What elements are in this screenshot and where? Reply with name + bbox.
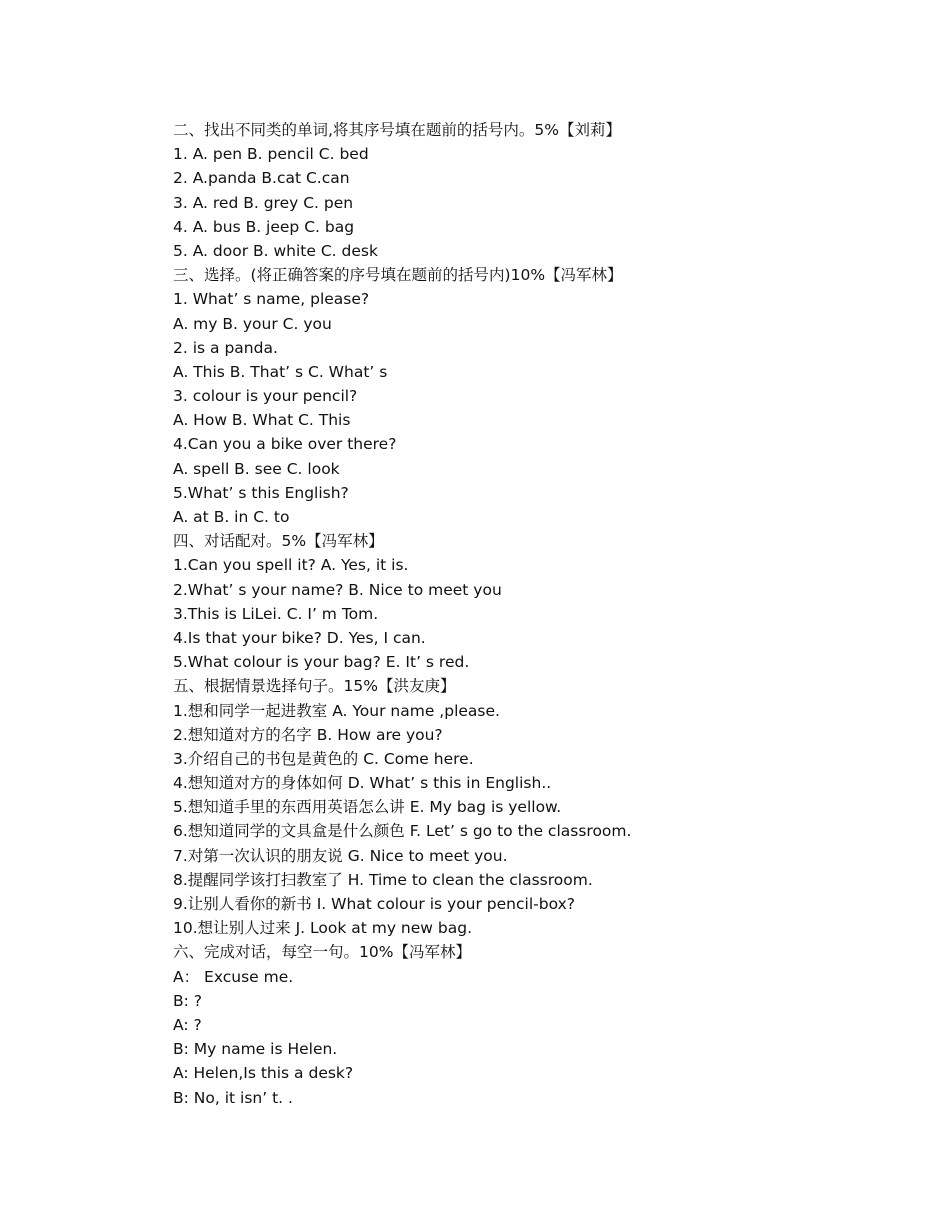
text-line: A： Excuse me.: [173, 967, 294, 986]
text-line: A. at B. in C. to: [173, 508, 290, 526]
text-line: 10.想让别人过来 J. Look at my new bag.: [173, 919, 473, 938]
text-line: 2. is a panda.: [173, 338, 278, 357]
text-line: B: My name is Helen.: [173, 1040, 338, 1059]
text-line: 3. A. red B. grey C. pen: [173, 193, 354, 212]
section-heading-2: 二、找出不同类的单词,将其序号填在题前的括号内。5%【刘莉】: [173, 121, 622, 139]
text-line: 5.What colour is your bag? E. It’ s red.: [173, 653, 470, 672]
text-line: A: Helen,Is this a desk?: [173, 1064, 354, 1083]
text-line: 8.提醒同学该打扫教室了 H. Time to clean the classroom.: [173, 870, 593, 889]
text-line: 4. A. bus B. jeep C. bag: [173, 217, 355, 236]
text-line: A. spell B. see C. look: [173, 459, 340, 478]
text-line: 2. A.panda B.cat C.can: [173, 169, 350, 188]
text-line: 5.What’ s this English?: [173, 483, 349, 502]
text-line: 4.想知道对方的身体如何 D. What’ s this in English..: [173, 774, 552, 793]
text-line: A. How B. What C. This: [173, 411, 351, 430]
text-line: A: ?: [173, 1015, 202, 1034]
text-line: 1. What’ s name, please?: [173, 290, 370, 309]
text-line: 4.Is that your bike? D. Yes, I can.: [173, 628, 426, 647]
text-line: 2.想知道对方的名字 B. How are you?: [173, 725, 443, 744]
text-line: 2.What’ s your name? B. Nice to meet you: [173, 580, 502, 599]
text-line: 1.想和同学一起进教室 A. Your name ,please.: [173, 701, 500, 720]
section-heading-4: 四、对话配对。5%【冯军林】: [173, 532, 384, 551]
section-heading-5: 五、根据情景选择句子。15%【洪友庚】: [173, 677, 456, 696]
section-heading-3: 三、选择。(将正确答案的序号填在题前的括号内)10%【冯军林】: [173, 266, 623, 285]
text-line: 6.想知道同学的文具盒是什么颜色 F. Let’ s go to the classroom.: [173, 822, 632, 841]
text-line: 7.对第一次认识的朋友说 G. Nice to meet you.: [173, 846, 508, 865]
text-line: A. my B. your C. you: [173, 314, 332, 333]
text-line: B: ?: [173, 991, 203, 1010]
text-line: 1. A. pen B. pencil C. bed: [173, 145, 369, 164]
text-line: A. This B. That’ s C. What’ s: [173, 362, 388, 381]
document-body: [173, 118, 913, 1110]
text-line: B: No, it isn’ t. .: [173, 1088, 293, 1107]
text-line: 3.This is LiLei. C. I’ m Tom.: [173, 604, 379, 623]
text-line: 5. A. door B. white C. desk: [173, 241, 378, 260]
section-heading-6: 六、完成对话，每空一句。10%【冯军林】: [173, 943, 471, 962]
text-line: 3. colour is your pencil?: [173, 387, 358, 406]
text-line: 4.Can you a bike over there?: [173, 435, 397, 454]
text-line: 9.让别人看你的新书 I. What colour is your pencil-box?: [173, 895, 575, 913]
text-line: 5.想知道手里的东西用英语怎么讲 E. My bag is yellow.: [173, 798, 562, 817]
text-line: 1.Can you spell it? A. Yes, it is.: [173, 556, 409, 575]
text-line: 3.介绍自己的书包是黄色的 C. Come here.: [173, 749, 474, 768]
